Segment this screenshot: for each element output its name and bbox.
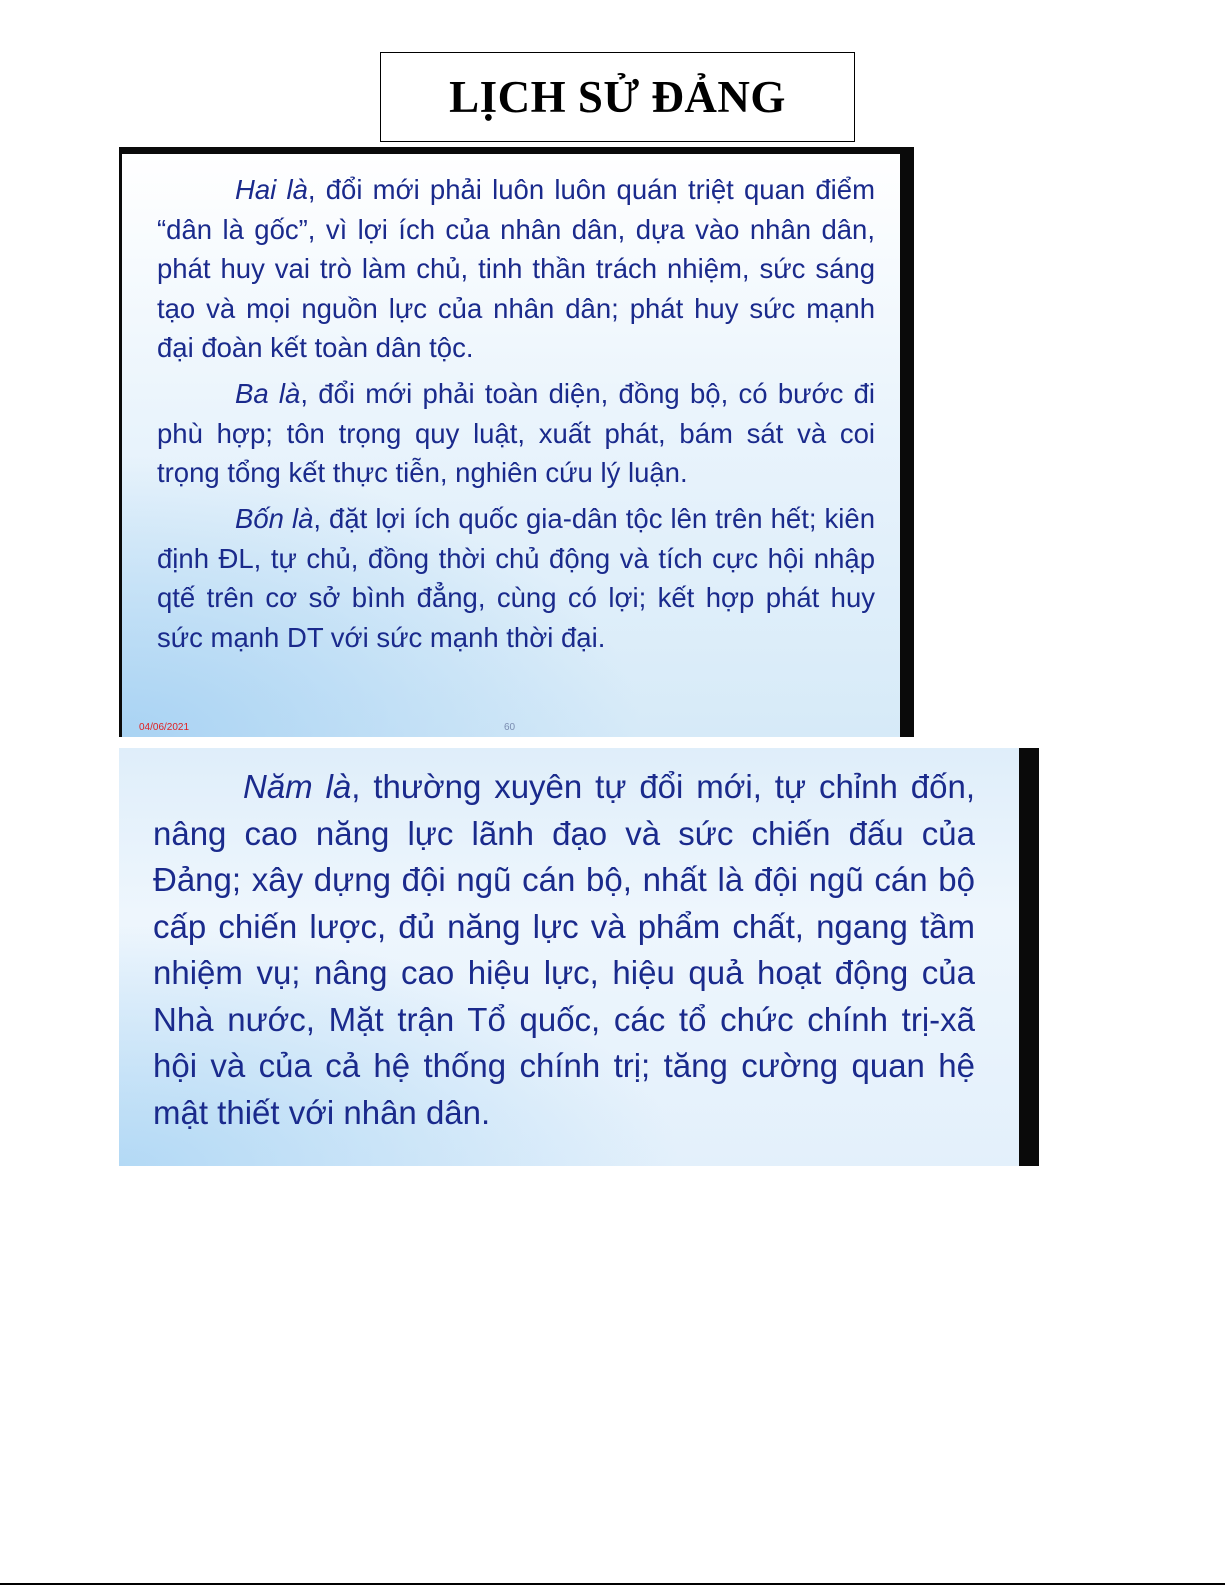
slide-image-2: [119, 748, 1039, 1166]
document-title-box: [380, 52, 855, 142]
slide1-paragraph-3: [157, 374, 875, 493]
paragraph-text: , đổi mới phải toàn diện, đồng bộ, có bước đi phù hợp; tôn trọng quy luật, xuất phát, bám sát và coi trọng tổng kết thực tiễn, nghiên cứu lý luận.: [157, 378, 876, 488]
paragraph-text: , đổi mới phải luôn luôn quán triệt quan điểm “dân là gốc”, vì lợi ích của nhân dân, dựa vào nhân dân, phát huy vai trò làm chủ, tinh thần trách nhiệm, sức sáng tạo và mọi nguồn lực của nhân dân; phát huy sức mạnh đại đoàn kết toàn dân tộc.: [157, 174, 875, 363]
paragraph-text: , đặt lợi ích quốc gia-dân tộc lên trên hết; kiên định ĐL, tự chủ, đồng thời chủ động và tích cực hội nhập qtế trên cơ sở bình đẳng, cùng có lợi; kết hợp phát huy sức mạnh DT với sức mạnh thời đại.: [157, 503, 875, 653]
paragraph-text: , thường xuyên tự đổi mới, tự chỉnh đốn, nâng cao năng lực lãnh đạo và sức chiến đấu của Đảng; xây dựng đội ngũ cán bộ, nhất là đội ngũ cán bộ cấp chiến lược, đủ năng lực và phẩm chất, ngang tầm nhiệm vụ; nâng cao hiệu lực, hiệu quả hoạt động của Nhà nước, Mặt trận Tổ quốc, các tổ chức chính trị-xã hội và của cả hệ thống chính trị; tăng cường quan hệ mật thiết với nhân dân.: [153, 768, 975, 1131]
slide-page-number: 60: [504, 722, 516, 733]
slide2-paragraph-5: [153, 764, 975, 1136]
slide-footer-date: 04/06/2021: [139, 722, 190, 733]
paragraph-lead: Hai là: [235, 174, 308, 205]
paragraph-lead: Ba là: [235, 378, 301, 409]
paragraph-lead: Năm là: [243, 768, 352, 805]
paragraph-lead: Bốn là: [235, 503, 314, 534]
slide-image-1: [119, 147, 914, 737]
slide1-paragraph-4: [157, 499, 875, 657]
document-title: LỊCH SỬ ĐẢNG: [449, 72, 786, 122]
slide1-paragraph-2: [157, 170, 875, 368]
